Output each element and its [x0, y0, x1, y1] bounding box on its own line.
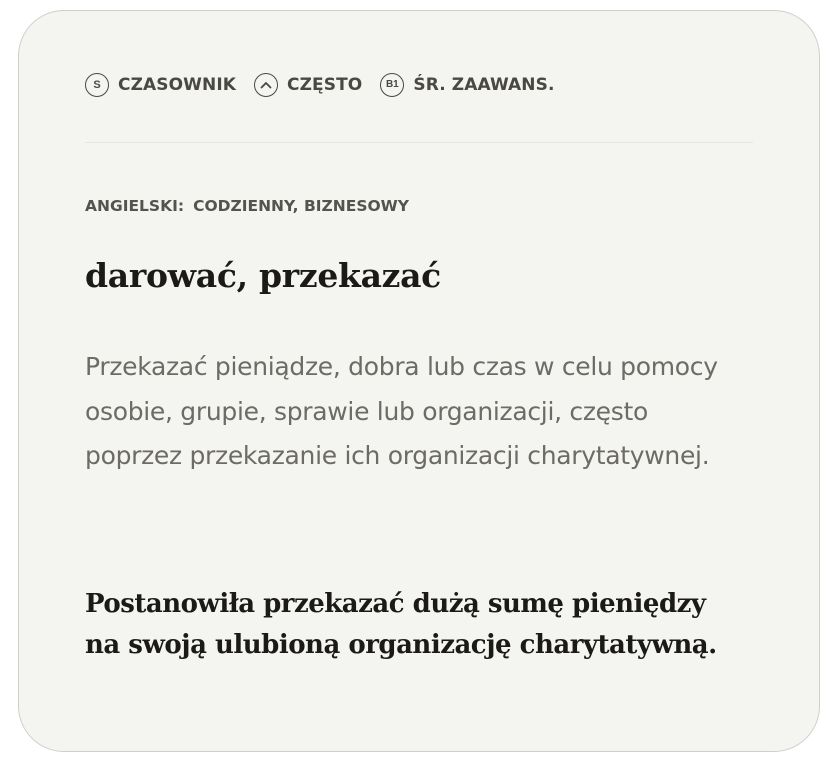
level-b1-icon: B1: [380, 73, 404, 97]
tag-row: [85, 71, 573, 99]
tag-level: [380, 73, 554, 97]
tag-frequency: [254, 73, 362, 97]
headword: darować, przekazać: [85, 256, 441, 295]
s-circle-icon: S: [85, 73, 109, 97]
frequency-label: CZĘSTO: [287, 75, 363, 95]
example-sentence: Postanowiła przekazać dużą sumę pieniędzy na swoją ulubioną organizację charytatywną.: [85, 589, 717, 660]
definition-text: Przekazać pieniądze, dobra lub czas w celu pomocy osobie, grupie, sprawie lub organizacji, często poprzez przekazanie ich organizacji charytatywnej.: [85, 352, 718, 470]
language-label: ANGIELSKI:: [85, 197, 185, 215]
chevron-up-circle-icon: [254, 73, 278, 97]
level-label: ŚR. ZAAWANS.: [413, 75, 555, 95]
dictionary-card: [18, 10, 820, 752]
language-register-line: [85, 197, 409, 215]
part-of-speech-label: CZASOWNIK: [118, 75, 237, 95]
tag-part-of-speech: [85, 73, 236, 97]
register-label: CODZIENNY, BIZNESOWY: [193, 197, 410, 215]
divider: [85, 142, 753, 143]
